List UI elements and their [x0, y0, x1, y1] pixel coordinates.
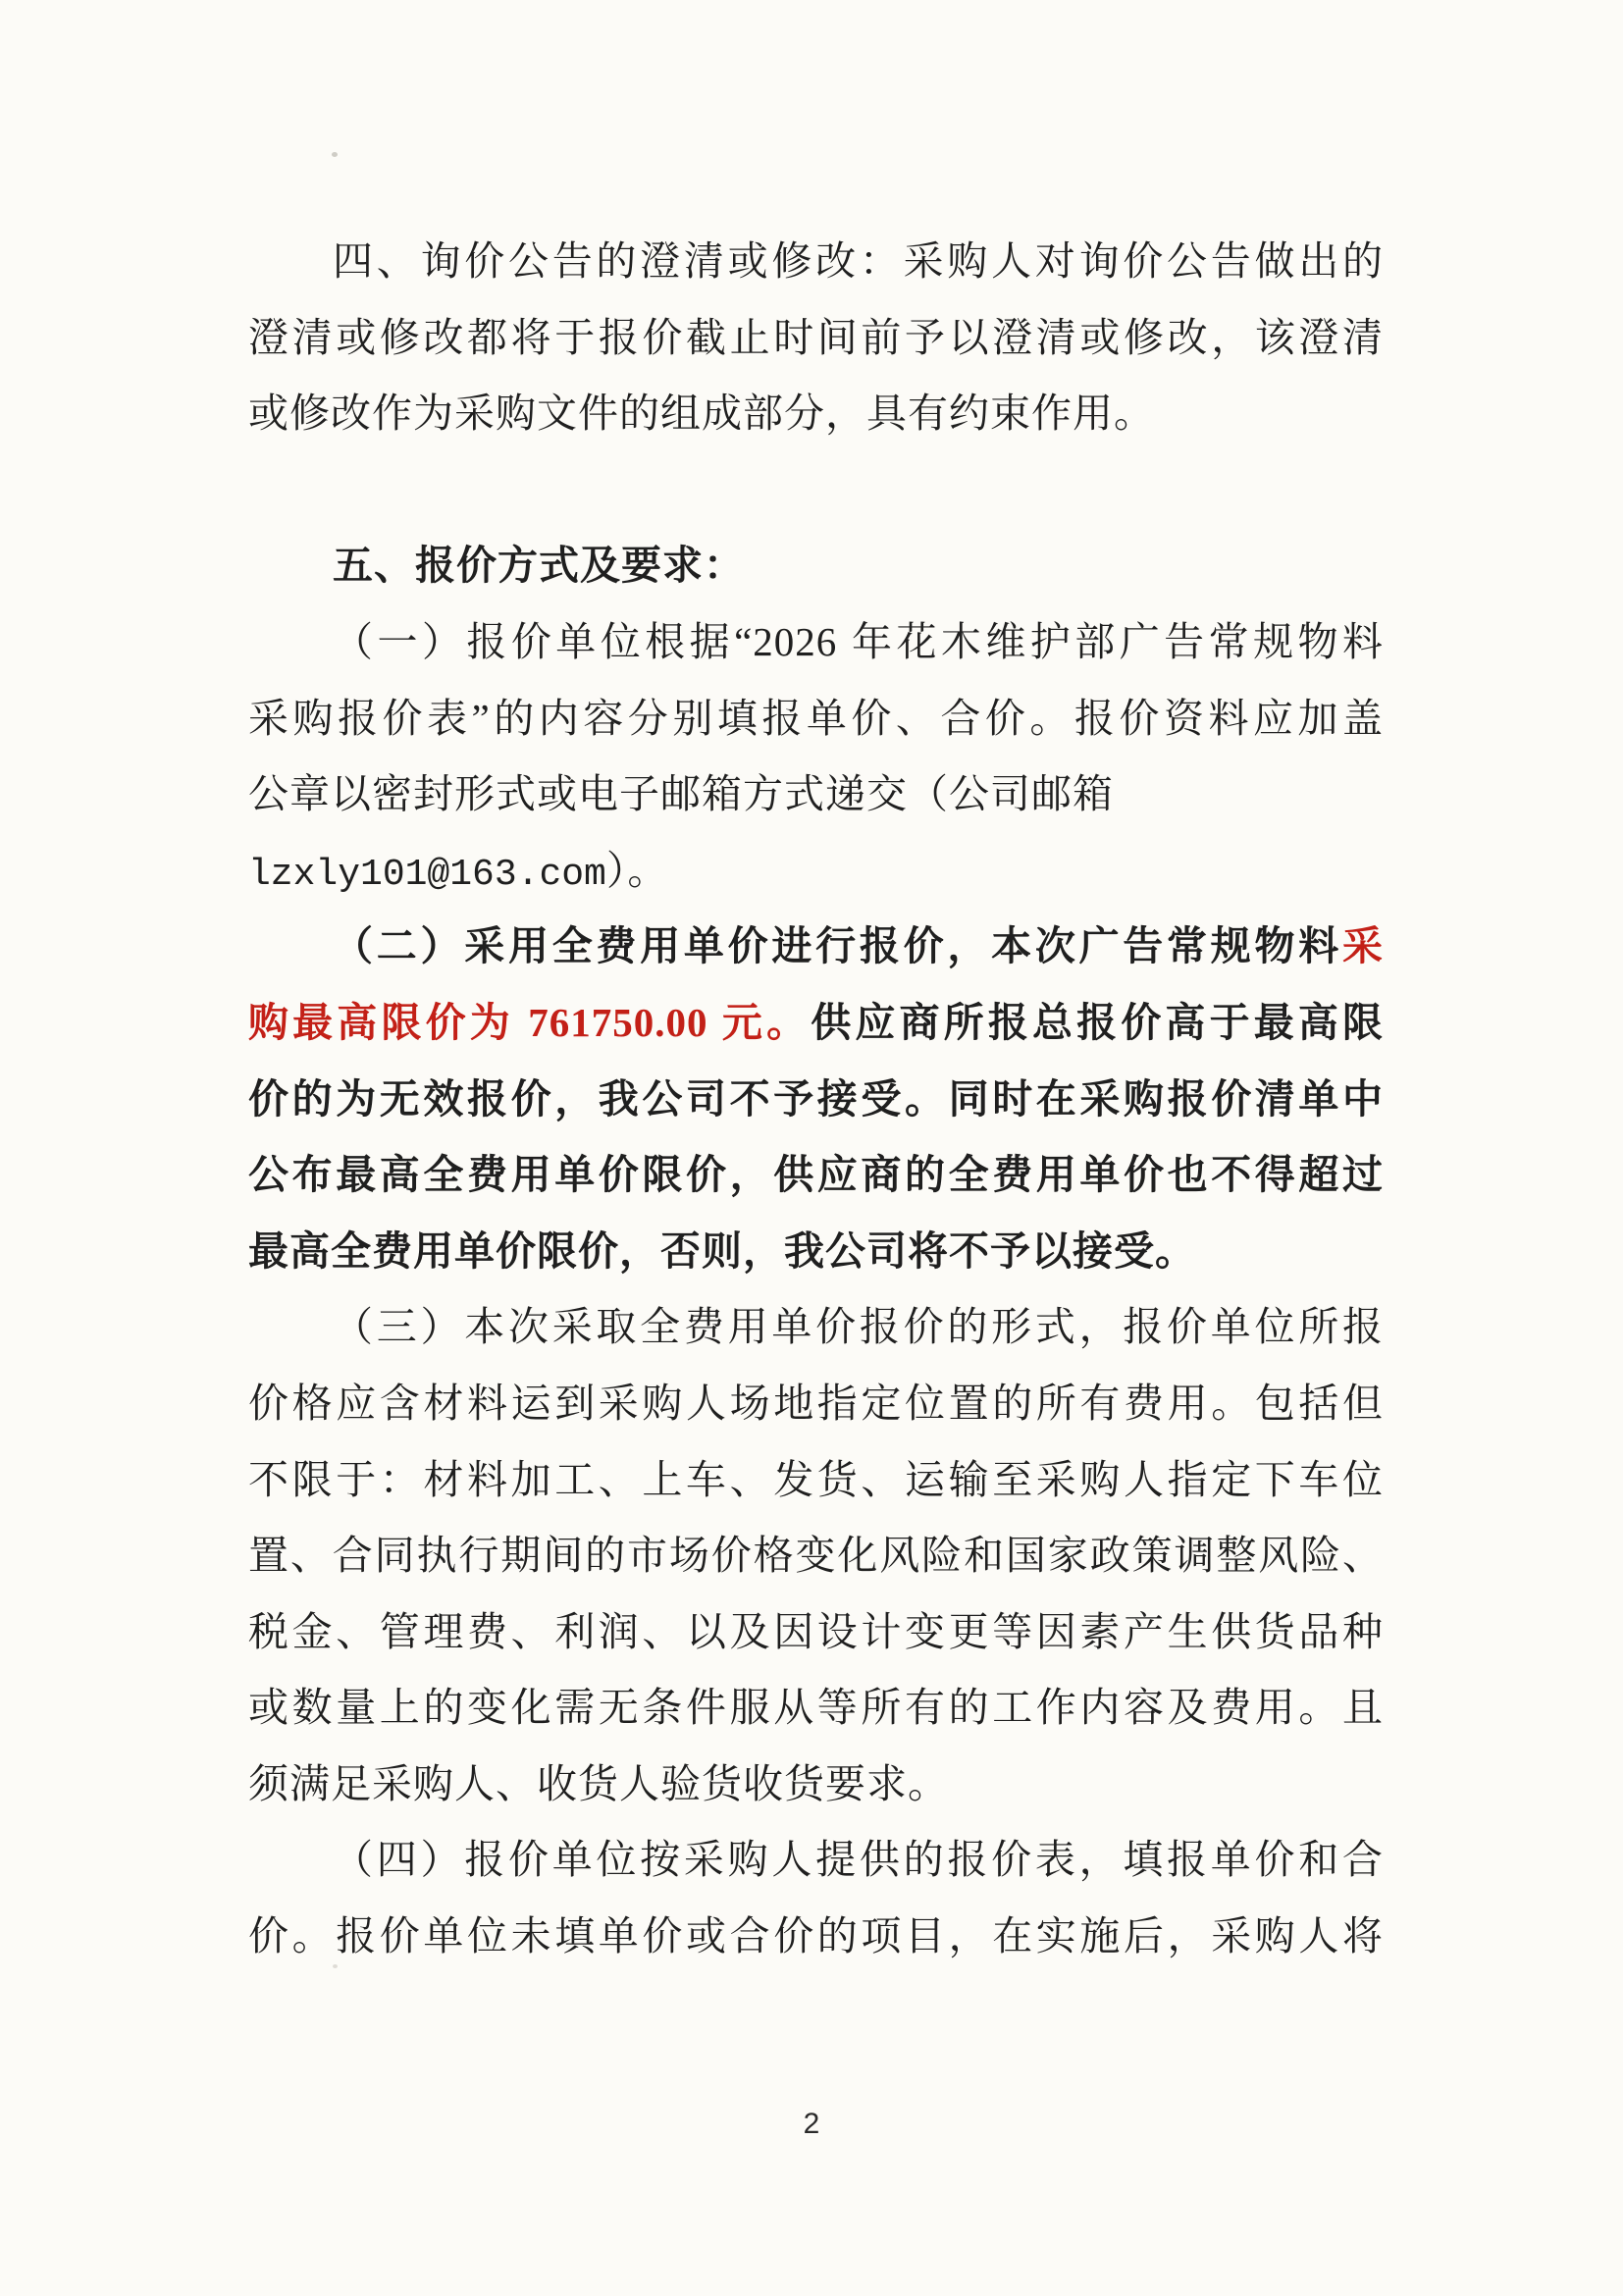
body-text: （一）报价单位根据“2026 年花木维护部广告常规物料 — [333, 618, 1384, 664]
text-line — [248, 985, 1384, 1062]
red-highlight-text: 购最高限价为 761750.00 元。 — [248, 999, 812, 1045]
text-line — [248, 1289, 1384, 1366]
text-line — [248, 1594, 1384, 1671]
text-line — [248, 1518, 1384, 1594]
red-highlight-text: 采 — [1342, 923, 1384, 969]
body-text: （三）本次采取全费用单价报价的形式，报价单位所报 — [333, 1304, 1384, 1350]
text-line — [248, 224, 1384, 300]
body-text: 税金、管理费、利润、以及因设计变更等因素产生供货品种 — [248, 1608, 1384, 1654]
text-line — [248, 1670, 1384, 1747]
text-line — [248, 1062, 1384, 1138]
body-text: 五、报价方式及要求： — [333, 543, 745, 589]
body-text: 澄清或修改都将于报价截止时间前予以澄清或修改，该澄清 — [248, 314, 1384, 360]
blank-line — [248, 452, 1384, 529]
text-line — [248, 833, 1384, 910]
text-line — [248, 376, 1384, 452]
text-line — [248, 757, 1384, 833]
text-line — [248, 1822, 1384, 1899]
email-text: lzxly101@163.com — [248, 853, 606, 896]
body-text: （二）采用全费用单价进行报价，本次广告常规物料 — [333, 923, 1342, 969]
body-text: ）。 — [605, 847, 669, 893]
body-text: 供应商所报总报价高于最高限 — [811, 999, 1384, 1045]
text-line — [248, 1442, 1384, 1519]
text-line — [248, 1137, 1384, 1214]
body-text: 采购报价表”的内容分别填报单价、合价。报价资料应加盖 — [248, 695, 1384, 741]
body-text: 须满足采购人、收货人验货收货要求。 — [248, 1760, 949, 1806]
body-text: 置、合同执行期间的市场价格变化风险和国家政策调整风险、 — [248, 1533, 1384, 1579]
text-line — [248, 1747, 1384, 1823]
text-line — [248, 604, 1384, 681]
scan-speck — [332, 152, 338, 157]
page-number: 2 — [803, 2108, 820, 2140]
body-text: 最高全费用单价限价，否则，我公司将不予以接受。 — [248, 1227, 1196, 1274]
body-text: 公章以密封形式或电子邮箱方式递交（公司邮箱 — [248, 771, 1114, 817]
body-text: 价的为无效报价，我公司不予接受。同时在采购报价清单中 — [248, 1075, 1384, 1122]
body-text: 不限于：材料加工、上车、发货、运输至采购人指定下车位 — [248, 1456, 1384, 1502]
text-line — [248, 528, 1384, 604]
text-line — [248, 909, 1384, 985]
body-text: 价。报价单位未填单价或合价的项目，在实施后，采购人将 — [248, 1913, 1384, 1959]
text-line — [248, 1899, 1384, 1975]
text-line — [248, 1214, 1384, 1290]
body-text: 或修改作为采购文件的组成部分，具有约束作用。 — [248, 391, 1155, 437]
body-text: 四、询价公告的澄清或修改：采购人对询价公告做出的 — [333, 238, 1384, 284]
text-line — [248, 1366, 1384, 1442]
body-text: 价格应含材料运到采购人场地指定位置的所有费用。包括但 — [248, 1380, 1384, 1426]
text-line — [248, 681, 1384, 757]
text-column — [248, 224, 1384, 1975]
body-text: 或数量上的变化需无条件服从等所有的工作内容及费用。且 — [248, 1685, 1384, 1731]
text-line — [248, 300, 1384, 377]
body-text: （四）报价单位按采购人提供的报价表，填报单价和合 — [333, 1837, 1384, 1883]
body-text: 公布最高全费用单价限价，供应商的全费用单价也不得超过 — [248, 1152, 1384, 1198]
